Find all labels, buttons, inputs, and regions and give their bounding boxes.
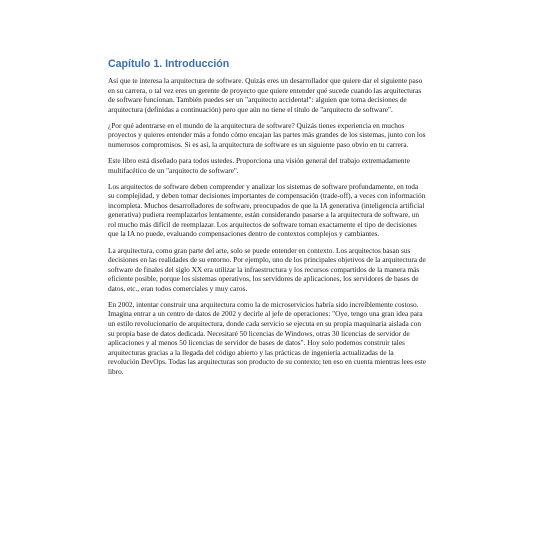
paragraph: La arquitectura, como gran parte del arte, solo se puede entender en contexto. Los arquitectos basan sus decisiones en las realidades de su entorno. Por ejemplo, uno de los principales objetivos de la arquitectura de software de finales del siglo XX era utilizar la infraestructura y los recursos compartidos de la manera más eficiente posible, porque los sistemas operativos, los servidores de aplicaciones, los servidores de bases de datos, etc., eran todos comerciales y muy caros.	[108, 245, 426, 293]
paragraph: ¿Por qué adentrarse en el mundo de la arquitectura de software? Quizás tienes experiencia en muchos proyectos y quieres entender más a fondo cómo encajan las partes más grandes de los sistemas, junto con los numerosos compromisos. Si es así, la arquitectura de software es un siguiente paso obvio en tu carrera.	[108, 120, 426, 149]
paragraph: Así que te interesa la arquitectura de software. Quizás eres un desarrollador que quiere dar el siguiente paso en su carrera, o tal vez eres un gerente de proyecto que quiere entender qué sucede cuando las arquitecturas de software funcionan. También puedes ser un "arquitecto accidental": alguien que toma decisiones de arquitectura (definidas a continuación) pero que aún no tiene el título de "arquitecto de software".	[108, 76, 423, 114]
chapter-title: Capítulo 1. Introducción	[108, 58, 230, 70]
paragraph: En 2002, intentar construir una arquitectura como la de microservicios habría sido increíblemente costoso. Imagina entrar a un centro de datos de 2002 y decirle al jefe de operaciones: "Oye, tengo una gran idea para un estilo revolucionario de arquitectura, donde cada servicio se ejecuta en su propia maquinaria aislada con su propia base de datos dedicada. Necesitaré 50 licencias de Windows, otras 30 licencias de servidor de aplicaciones y al menos 50 licencias de servidor de bases de datos". Hoy solo podemos construir tales arquitecturas gracias a la llegada del código abierto y las prácticas de ingeniería actualizadas de la revolución DevOps. Todas las arquitecturas son producto de su contexto; ten eso en cuenta mientras lees este libro.	[108, 299, 426, 376]
paragraph: Los arquitectos de software deben comprender y analizar los sistemas de software profundamente, en toda su complejidad, y deben tomar decisiones importantes de compensación (trade-off), a veces con información incompleta. Muchos desarrolladores de software, preocupados de que la IA generativa (inteligencia artificial generativa) pudiera reemplazarlos lentamente, están considerando pasarse a la arquitectura de software, un rol mucho más difícil de reemplazar. Los arquitectos de software toman exactamente el tipo de decisiones que la IA no puede, evaluando compensaciones dentro de contextos complejos y cambiantes.	[108, 181, 426, 239]
paragraph: Este libro está diseñado para todos ustedes. Proporciona una visión general del trabajo extremadamente multifacético de un "arquitecto de software".	[108, 156, 410, 175]
chapter-content	[108, 57, 426, 383]
